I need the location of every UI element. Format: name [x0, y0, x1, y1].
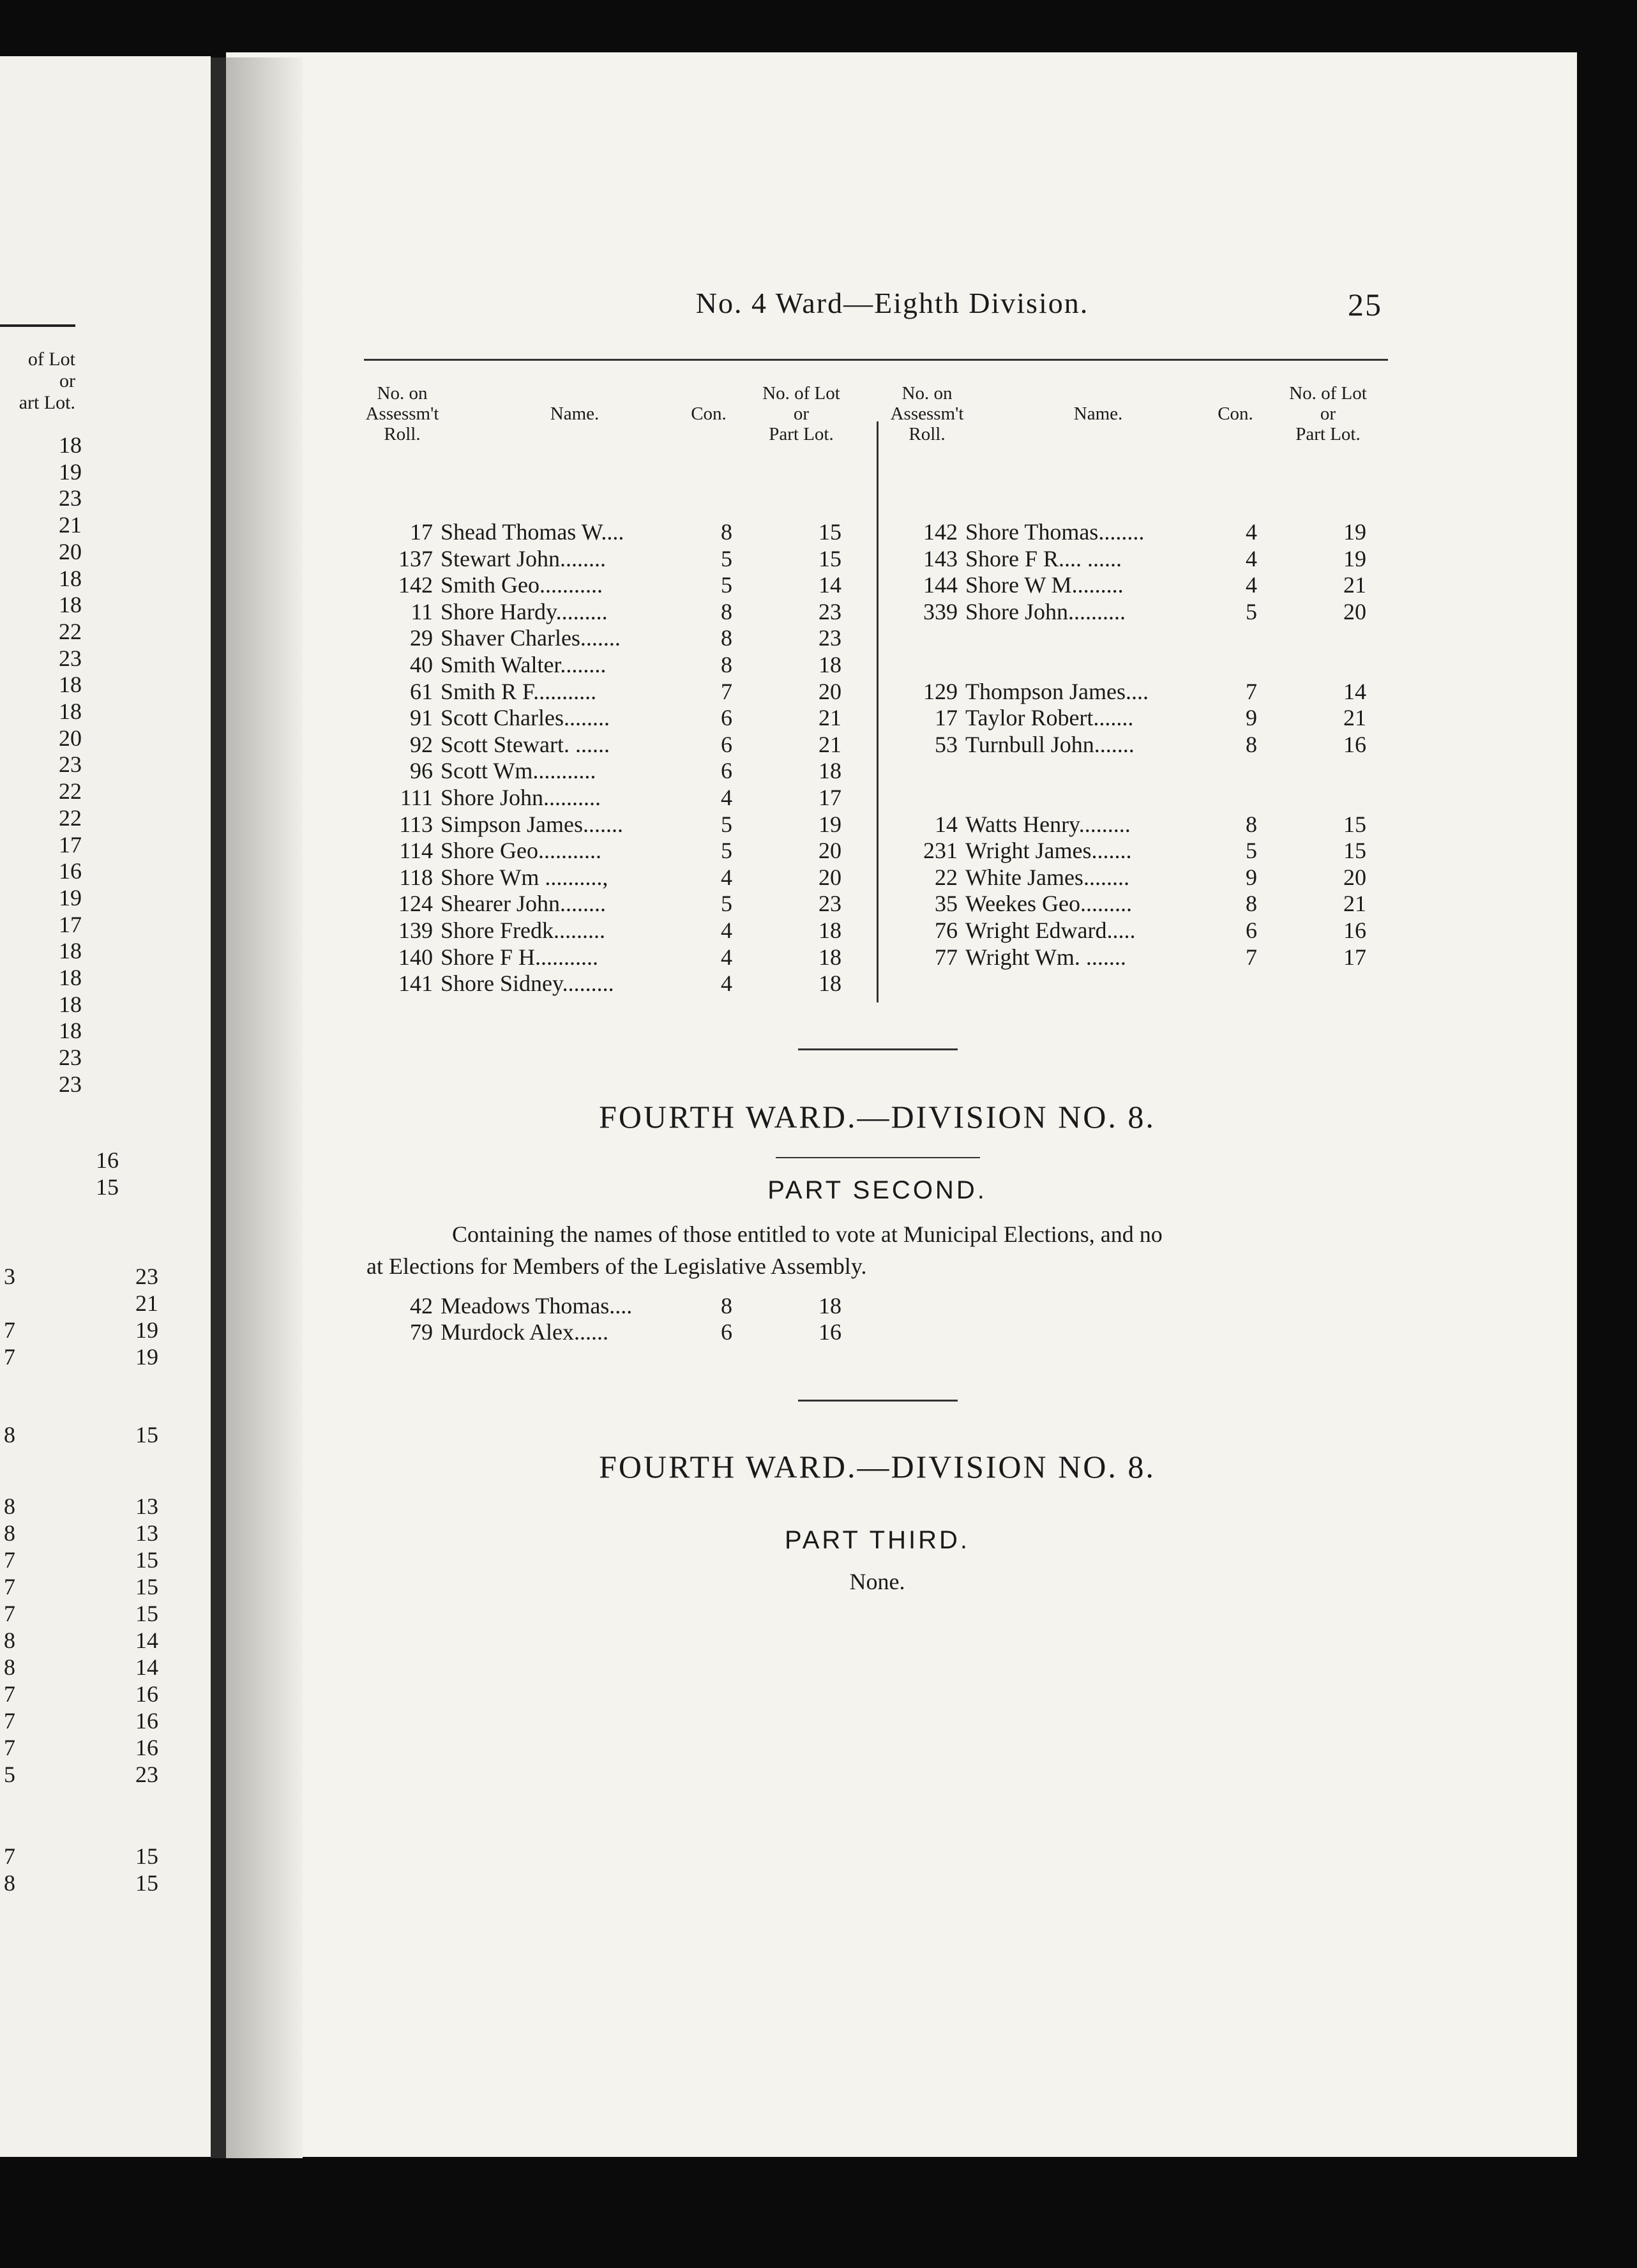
section-separator	[798, 1048, 958, 1050]
voter-name: Wright Wm. .......	[965, 944, 1126, 970]
col-head-con-left: Con.	[691, 404, 727, 424]
concession: 8	[721, 652, 732, 677]
left-page-value: 18	[59, 1018, 82, 1044]
left-page-value: 19	[59, 884, 82, 911]
left-page-value: 15	[135, 1601, 158, 1626]
concession: 9	[1246, 705, 1257, 731]
roll-number: 114	[399, 838, 433, 864]
lot-number: 23	[818, 891, 841, 917]
left-page-rule	[0, 324, 75, 327]
roll-number: 22	[935, 864, 958, 890]
section3-subtitle: PART THIRD.	[785, 1526, 970, 1554]
voter-name: Scott Wm...........	[441, 758, 596, 784]
roll-number: 129	[923, 678, 958, 704]
concession: 9	[1246, 864, 1257, 890]
concession: 6	[721, 731, 732, 757]
roll-number: 17	[410, 519, 433, 545]
lot-number: 14	[818, 572, 841, 598]
concession: 4	[1246, 572, 1257, 598]
book-spine	[211, 57, 226, 2158]
left-page-value: 18	[59, 432, 82, 458]
lot-number: 20	[818, 838, 841, 864]
roll-number: 76	[935, 918, 958, 943]
left-page-value: 16	[135, 1708, 158, 1734]
section2-para-line2: at Elections for Members of the Legislative Assembly.	[366, 1253, 867, 1279]
left-page-column-header: of Lot or art Lot.	[19, 349, 75, 413]
left-page-value: 18	[59, 991, 82, 1017]
page-title: No. 4 Ward—Eighth Division.	[695, 287, 1089, 319]
left-page-value: 15	[135, 1422, 158, 1448]
roll-number: 40	[410, 652, 433, 677]
lot-number: 21	[818, 731, 841, 757]
concession: 4	[721, 918, 732, 943]
lot-number: 15	[1343, 811, 1366, 837]
roll-number: 77	[935, 944, 958, 970]
left-page-value: 3	[4, 1264, 15, 1289]
concession: 7	[721, 678, 732, 704]
left-page-value: 23	[59, 752, 82, 778]
concession: 8	[1246, 811, 1257, 837]
col-head-roll-left: No. on Assessm't Roll.	[365, 383, 439, 444]
left-page-fragment	[0, 56, 211, 2157]
concession: 5	[1246, 838, 1257, 864]
left-page-value: 22	[59, 805, 82, 831]
voter-name: Shore Fredk.........	[441, 918, 605, 943]
roll-number: 140	[398, 944, 433, 970]
lot-number: 23	[818, 598, 841, 624]
lot-number: 16	[818, 1319, 841, 1345]
header-rule	[364, 359, 1388, 361]
voter-name: Shearer John........	[441, 891, 606, 917]
left-page-value: 15	[135, 1870, 158, 1896]
lot-number: 19	[1343, 545, 1366, 571]
section2-para-line1: Containing the names of those entitled to vote at Municipal Elections, and no	[452, 1221, 1163, 1247]
lot-number: 21	[1343, 891, 1366, 917]
left-page-value: 7	[4, 1574, 15, 1599]
left-page-value: 5	[4, 1762, 15, 1787]
voter-name: Simpson James.......	[441, 811, 624, 837]
lot-number: 21	[818, 705, 841, 731]
concession: 8	[721, 1293, 732, 1319]
voter-name: Shead Thomas W....	[441, 519, 624, 545]
lot-number: 18	[818, 652, 841, 677]
left-page-value: 13	[135, 1493, 158, 1519]
left-page-value: 15	[135, 1843, 158, 1869]
lot-number: 18	[818, 1293, 841, 1319]
left-page-value: 19	[135, 1317, 158, 1343]
lot-number: 14	[1343, 678, 1366, 704]
left-page-value: 18	[59, 672, 82, 698]
lot-number: 21	[1343, 572, 1366, 598]
lot-number: 16	[1343, 918, 1366, 943]
lot-number: 23	[818, 625, 841, 651]
roll-number: 118	[399, 864, 433, 890]
left-page-value: 15	[96, 1174, 119, 1200]
roll-number: 29	[410, 625, 433, 651]
left-page-value: 15	[135, 1547, 158, 1573]
section2-title: FOURTH WARD.—DIVISION NO. 8.	[599, 1099, 1156, 1135]
concession: 7	[1246, 678, 1257, 704]
voter-name: Shore F H...........	[441, 944, 599, 970]
lot-number: 20	[818, 678, 841, 704]
voter-name: Stewart John........	[441, 545, 606, 571]
section2-subtitle: PART SECOND.	[767, 1176, 987, 1204]
voter-name: Scott Charles........	[441, 705, 610, 731]
col-head-roll-right: No. on Assessm't Roll.	[890, 383, 964, 444]
concession: 5	[1246, 598, 1257, 624]
concession: 4	[721, 864, 732, 890]
roll-number: 141	[398, 971, 433, 997]
roll-number: 111	[400, 785, 433, 810]
left-page-value: 23	[135, 1762, 158, 1787]
voter-name: Shore Wm ..........,	[441, 864, 608, 890]
left-page-value: 17	[59, 831, 82, 858]
roll-number: 137	[398, 545, 433, 571]
left-page-value: 8	[4, 1422, 15, 1448]
left-page-value: 23	[59, 1071, 82, 1097]
voter-name: Shore Thomas........	[965, 519, 1145, 545]
left-page-value: 16	[96, 1147, 119, 1173]
roll-number: 144	[923, 572, 958, 598]
left-page-value: 7	[4, 1708, 15, 1734]
roll-number: 79	[410, 1319, 433, 1345]
left-page-value: 16	[59, 858, 82, 884]
voter-name: Wright Edward.....	[965, 918, 1136, 943]
voter-name: Smith R F...........	[441, 678, 597, 704]
left-page-value: 7	[4, 1317, 15, 1343]
roll-number: 142	[398, 572, 433, 598]
left-page-value: 7	[4, 1735, 15, 1760]
lot-number: 18	[818, 758, 841, 784]
column-divider	[877, 421, 879, 1002]
voter-name: Shore W M.........	[965, 572, 1124, 598]
voter-name: White James........	[965, 864, 1129, 890]
concession: 8	[1246, 891, 1257, 917]
concession: 5	[721, 572, 732, 598]
lot-number: 18	[818, 944, 841, 970]
roll-number: 91	[410, 705, 433, 731]
left-page-value: 7	[4, 1601, 15, 1626]
concession: 7	[1246, 944, 1257, 970]
left-page-value: 20	[59, 538, 82, 564]
voter-name: Murdock Alex......	[441, 1319, 608, 1345]
voter-name: Smith Geo...........	[441, 572, 603, 598]
voter-name: Smith Walter........	[441, 652, 607, 677]
roll-number: 143	[923, 545, 958, 571]
left-page-value: 18	[59, 699, 82, 724]
lot-number: 15	[818, 545, 841, 571]
gutter-shadow	[226, 57, 303, 2158]
lot-number: 19	[1343, 519, 1366, 545]
col-head-name-left: Name.	[550, 404, 600, 424]
lot-number: 15	[1343, 838, 1366, 864]
roll-number: 53	[935, 731, 958, 757]
voter-name: Watts Henry.........	[965, 811, 1131, 837]
voter-name: Shore John..........	[441, 785, 601, 810]
left-page-value: 15	[135, 1574, 158, 1599]
left-page-value: 8	[4, 1870, 15, 1896]
left-page-value: 7	[4, 1344, 15, 1370]
concession: 4	[721, 785, 732, 810]
left-page-value: 14	[135, 1654, 158, 1680]
col-head-lot-right: No. of Lot or Part Lot.	[1289, 383, 1367, 444]
section2-rule	[776, 1157, 980, 1158]
left-page-value: 8	[4, 1520, 15, 1546]
roll-number: 124	[398, 891, 433, 917]
left-page-value: 17	[59, 911, 82, 937]
concession: 5	[721, 545, 732, 571]
concession: 6	[1246, 918, 1257, 943]
section-separator-2	[798, 1400, 958, 1402]
voter-name: Taylor Robert.......	[965, 705, 1134, 731]
left-page-value: 13	[135, 1520, 158, 1546]
left-page-value: 23	[59, 1045, 82, 1071]
voter-name: Weekes Geo.........	[965, 891, 1133, 917]
voter-name: Thompson James....	[965, 678, 1149, 704]
roll-number: 92	[410, 731, 433, 757]
roll-number: 231	[923, 838, 958, 864]
left-page-value: 18	[59, 565, 82, 591]
lot-number: 15	[818, 519, 841, 545]
left-page-value: 8	[4, 1493, 15, 1519]
concession: 6	[721, 705, 732, 731]
left-page-value: 18	[59, 592, 82, 618]
lot-number: 18	[818, 971, 841, 997]
left-page-value: 7	[4, 1681, 15, 1707]
lot-number: 20	[818, 864, 841, 890]
lot-number: 21	[1343, 705, 1366, 731]
concession: 8	[721, 519, 732, 545]
left-page-value: 21	[59, 512, 82, 538]
voter-name: Shore F R.... ......	[965, 545, 1122, 571]
lot-number: 17	[818, 785, 841, 810]
roll-number: 35	[935, 891, 958, 917]
voter-name: Shaver Charles.......	[441, 625, 621, 651]
left-page-value: 7	[4, 1843, 15, 1869]
voter-name: Wright James.......	[965, 838, 1132, 864]
left-page-value: 7	[4, 1547, 15, 1573]
lot-number: 16	[1343, 731, 1366, 757]
lot-number: 20	[1343, 598, 1366, 624]
roll-number: 61	[410, 678, 433, 704]
left-page-value: 19	[59, 458, 82, 485]
roll-number: 42	[410, 1293, 433, 1319]
concession: 8	[721, 598, 732, 624]
concession: 4	[721, 944, 732, 970]
roll-number: 17	[935, 705, 958, 731]
roll-number: 142	[923, 519, 958, 545]
roll-number: 339	[923, 598, 958, 624]
col-head-name-right: Name.	[1073, 404, 1123, 424]
concession: 6	[721, 758, 732, 784]
concession: 5	[721, 838, 732, 864]
left-page-value: 22	[59, 618, 82, 644]
concession: 5	[721, 891, 732, 917]
col-head-con-right: Con.	[1218, 404, 1253, 424]
voter-name: Shore Sidney.........	[441, 971, 614, 997]
concession: 4	[1246, 545, 1257, 571]
left-page-value: 23	[59, 485, 82, 511]
left-page-value: 19	[135, 1344, 158, 1370]
section3-none: None.	[849, 1569, 905, 1594]
left-page-value: 20	[59, 725, 82, 751]
lot-number: 19	[818, 811, 841, 837]
left-page-value: 16	[135, 1735, 158, 1760]
voter-name: Scott Stewart. ......	[441, 731, 610, 757]
concession: 6	[721, 1319, 732, 1345]
lot-number: 18	[818, 918, 841, 943]
roll-number: 11	[411, 598, 433, 624]
voter-name: Meadows Thomas....	[441, 1293, 633, 1319]
left-page-value: 18	[59, 938, 82, 964]
lot-number: 20	[1343, 864, 1366, 890]
concession: 4	[1246, 519, 1257, 545]
left-page-value: 16	[135, 1681, 158, 1707]
page-number: 25	[1348, 287, 1382, 322]
concession: 4	[721, 971, 732, 997]
section3-title: FOURTH WARD.—DIVISION NO. 8.	[599, 1449, 1156, 1485]
roll-number: 96	[410, 758, 433, 784]
concession: 8	[721, 625, 732, 651]
voter-name: Shore John..........	[965, 598, 1126, 624]
roll-number: 139	[398, 918, 433, 943]
left-page-value: 21	[135, 1290, 158, 1316]
page-header	[402, 286, 1382, 324]
concession: 5	[721, 811, 732, 837]
roll-number: 14	[935, 811, 958, 837]
left-page-value: 18	[59, 965, 82, 990]
voter-name: Shore Hardy.........	[441, 598, 608, 624]
left-page-value: 22	[59, 778, 82, 805]
voter-name: Turnbull John.......	[965, 731, 1135, 757]
left-page-value: 14	[135, 1628, 158, 1653]
voter-name: Shore Geo...........	[441, 838, 601, 864]
col-head-lot-left: No. of Lot or Part Lot.	[762, 383, 840, 444]
roll-number: 113	[399, 811, 433, 837]
left-page-value: 8	[4, 1628, 15, 1653]
lot-number: 17	[1343, 944, 1366, 970]
concession: 8	[1246, 731, 1257, 757]
left-page-value: 23	[135, 1264, 158, 1289]
left-page-value: 8	[4, 1654, 15, 1680]
left-page-value: 23	[59, 645, 82, 671]
